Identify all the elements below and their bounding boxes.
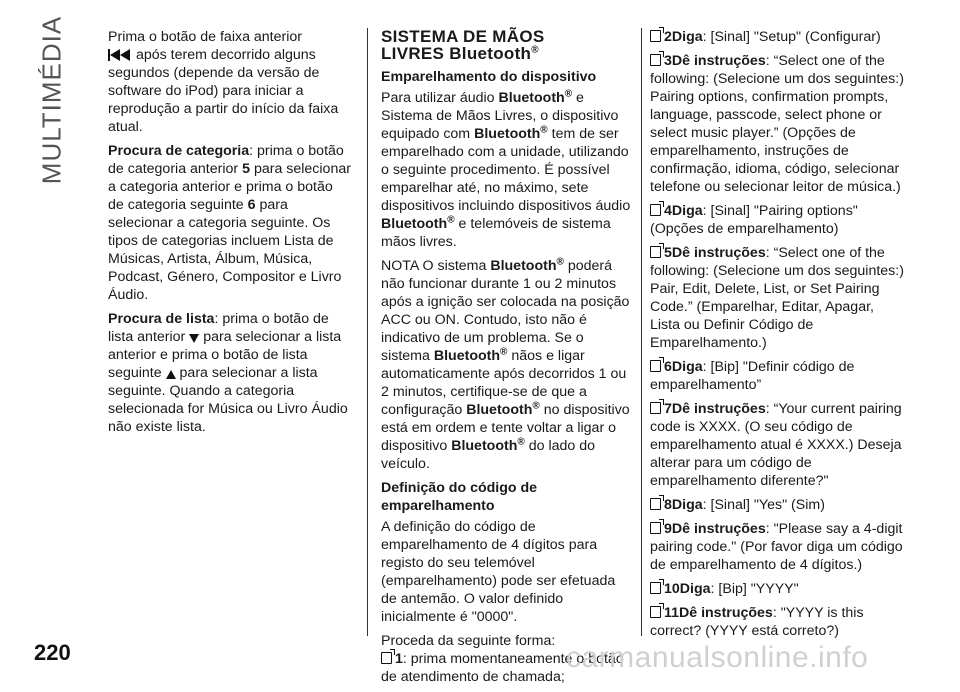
- page-number: 220: [34, 640, 71, 665]
- step-item: 11Dê instruções: "YYYY is this correct? (YYYY está correto?): [650, 605, 864, 639]
- column-2: [381, 28, 631, 692]
- step-arrow-icon: [650, 54, 661, 66]
- step-arrow-icon: [650, 402, 661, 414]
- step-item: 5Dê instruções: “Select one of the following: (Selecione um dos seguintes:) Pair, Edit, Delete, List, or Set Pairing Code.” (Emparelhar, Editar, Apagar, Lista ou Definir Código de Emparelhamento.): [650, 245, 904, 351]
- step-item: 10Diga: [Bip] "YYYY": [650, 580, 904, 598]
- step-arrow-icon: [650, 30, 661, 42]
- step-item: 9Dê instruções: "Please say a 4-digit pairing code." (Por favor diga um código de emparelhamento de 4 dígitos.): [650, 521, 903, 573]
- step-item: 7Dê instruções: “Your current pairing code is XXXX. (O seu código de emparelhamento atual é XXXX.) Deseja alterar para um código de emparelhamento diferente?": [650, 401, 902, 489]
- step-arrow-icon: [650, 606, 661, 618]
- step-arrow-icon: [650, 498, 661, 510]
- column-divider-1: [367, 28, 368, 636]
- paragraph-pairing-code: A definição do código de emparelhamento de 4 dígitos para registo do seu telemóvel (emparelhamento) pode ser efetuada de antemão. O valor definido inicialmente é "0000".: [381, 519, 616, 625]
- section-heading: SISTEMA DE MÃOS LIVRES Bluetooth®: [381, 27, 545, 63]
- paragraph-procedure: Proceda da seguinte forma: 1: prima momentaneamente o botão de atendimento de chamada;: [381, 633, 624, 685]
- step-arrow-icon: [650, 582, 661, 594]
- step-item: 8Diga: [Sinal] "Yes" (Sim): [650, 496, 904, 514]
- step-item: 6Diga: [Bip] "Definir código de emparelhamento”: [650, 359, 855, 393]
- triangle-up-icon: [166, 369, 176, 379]
- step-item: 2Diga: [Sinal] "Setup" (Configurar): [650, 28, 904, 46]
- paragraph-track-restart: Prima o botão de faixa anterior após terem decorrido alguns segundos (depende da versão de software do iPod) para iniciar a reprodução a partir do início da faixa atual.: [108, 29, 339, 135]
- step-arrow-icon: [381, 652, 392, 664]
- step-item: 4Diga: [Sinal] "Pairing options" (Opções de emparelhamento): [650, 203, 858, 237]
- triangle-down-icon: [189, 333, 199, 343]
- step-item: 3Dê instruções: “Select one of the following: (Selecione um dos seguintes:) Pairing options, confirmation prompts, language, passcode, select phone or select music player.” (Opções de emparelhamento, instruções de confirmação, idioma, código, selecionar telefone ou selecionar leitor de música.): [650, 53, 904, 195]
- column-divider-2: [641, 28, 642, 636]
- subheading-pairing: Emparelhamento do dispositivo: [381, 69, 597, 85]
- watermark: carmanualsonline.info: [566, 641, 869, 674]
- step-arrow-icon: [650, 204, 661, 216]
- section-title: [22, 15, 82, 185]
- paragraph-category-search: Procura de categoria: prima o botão de categoria anterior 5 para selecionar a categoria anterior e prima o botão de categoria seguinte 6 para selecionar a categoria seguinte. Os tipos de categorias incluem Lista de Músicas, Artista, Álbum, Música, Podcast, Género, Compositor e Livro Áudio.: [108, 143, 351, 303]
- step-arrow-icon: [650, 360, 661, 372]
- subheading-pairing-code: Definição do código de emparelhamento: [381, 480, 538, 514]
- column-1: [108, 28, 352, 442]
- step-arrow-icon: [650, 522, 661, 534]
- section-title-text: MULTIMÉDIA: [36, 15, 67, 185]
- paragraph-list-search: Procura de lista: prima o botão de lista anterior para selecionar a lista anterior e prima o botão de lista seguinte para selecionar a lista seguinte. Quando a categoria selecionada for Música ou Livro Áudio não existe lista.: [108, 311, 348, 435]
- paragraph-pairing-intro: Para utilizar áudio Bluetooth® e Sistema de Mãos Livres, o dispositivo equipado com Bluetooth® tem de ser emparelhado com a unidade, utilizando o seguinte procedimento. É possível emparelhar até, no máximo, sete dispositivos incluindo dispositivos áudio Bluetooth® e telemóveis de sistema mãos livres.: [381, 88, 631, 250]
- column-3: [650, 28, 904, 646]
- rewind-icon: [108, 49, 132, 61]
- step-arrow-icon: [650, 246, 661, 258]
- paragraph-note: NOTA O sistema Bluetooth® poderá não funcionar durante 1 ou 2 minutos após a ignição ser colocada na posição ACC ou ON. Contudo, isto não é indicativo de um problema. Se o sistema Bluetooth® nãos e ligar automaticamente após decorridos 1 ou 2 minutos, certifique-se de que a configuração Bluetooth® no dispositivo está em ordem e tente voltar a ligar o dispositivo Bluetooth® do lado do veículo.: [381, 256, 630, 472]
